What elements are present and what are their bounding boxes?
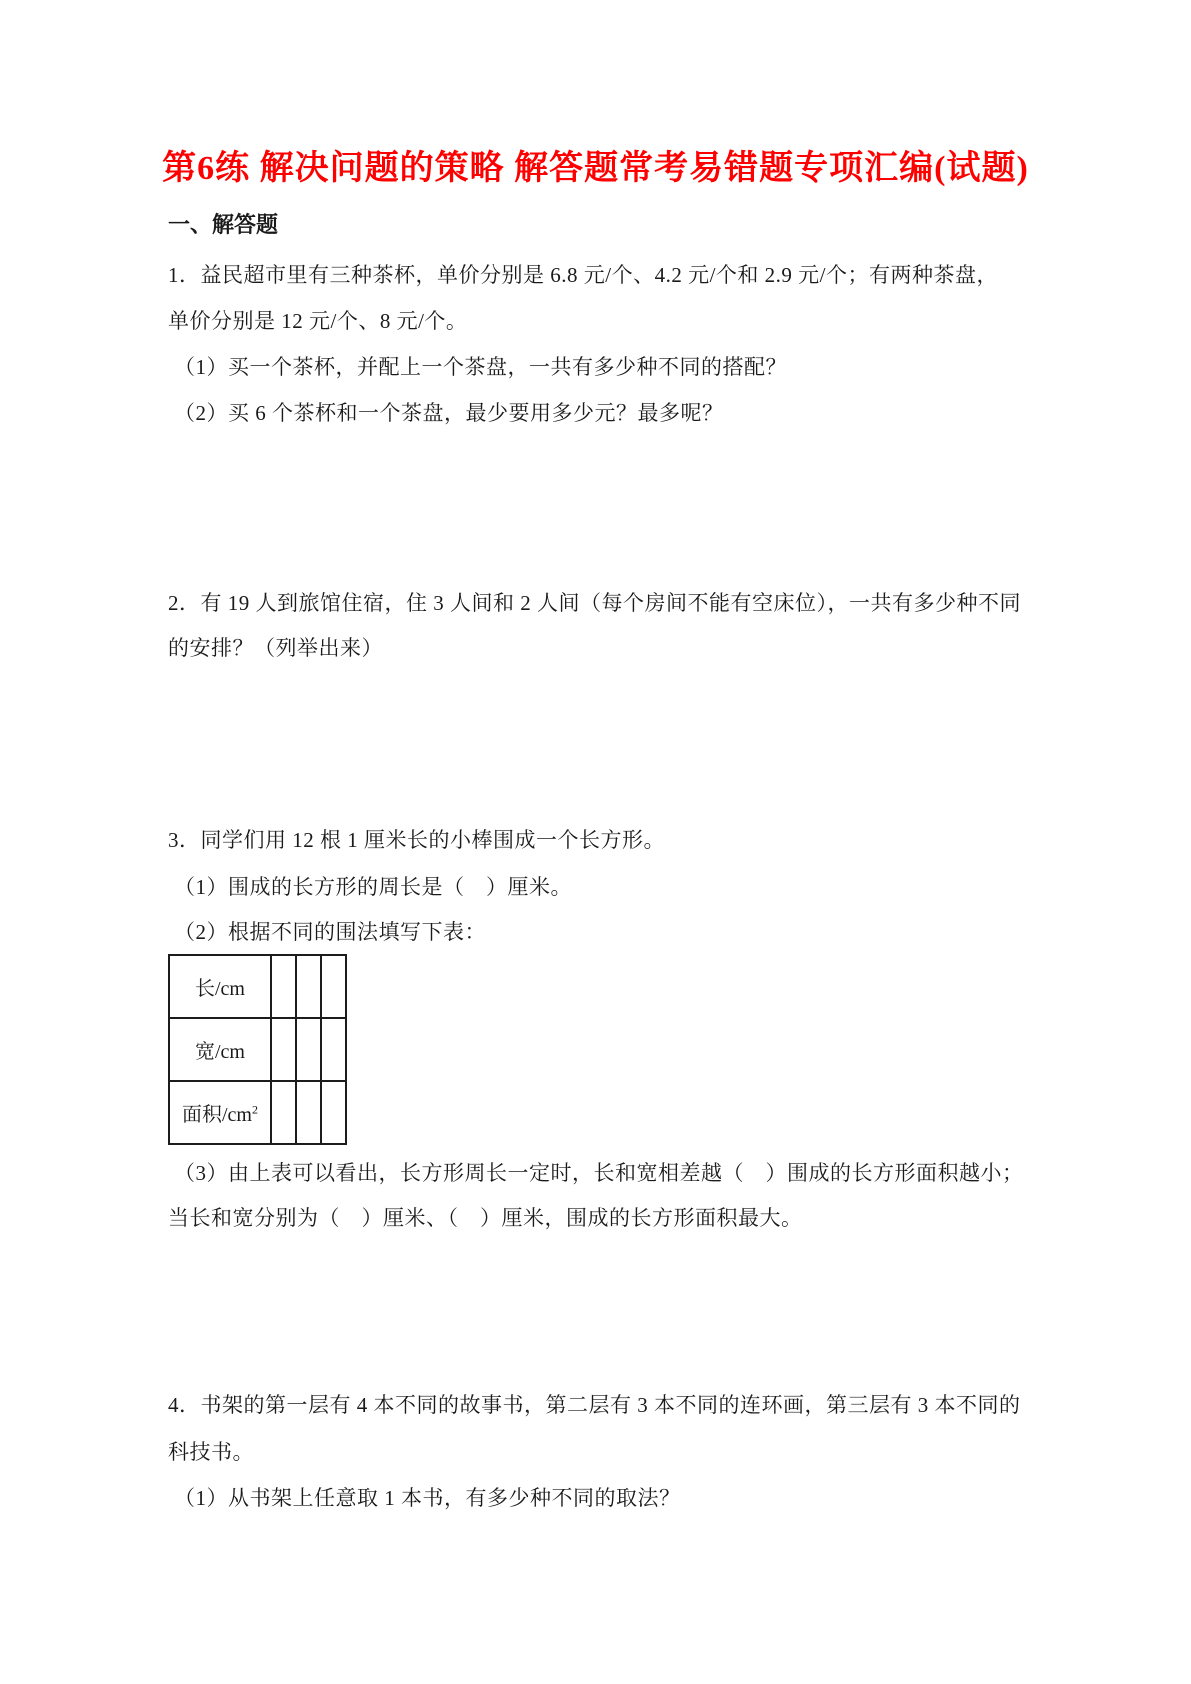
q1-line-1: 1．益民超市里有三种茶杯，单价分别是 6.8 元/个、4.2 元/个和 2.9 元/个；有两种茶盘， [168,263,999,287]
table-row-area [169,1081,346,1144]
q1-part-1: （1）买一个茶杯，并配上一个茶盘，一共有多少种不同的搭配？ [174,355,787,379]
table-cell-empty [321,955,346,1018]
q1-line-2: 单价分别是 12 元/个、8 元/个。 [168,309,468,333]
q3-fill-table [168,954,347,1145]
q3-part-1: （1）围成的长方形的周长是（ ）厘米。 [174,875,572,899]
page-title: 第6练 解决问题的策略 解答题常考易错题专项汇编(试题) [162,150,1029,187]
table-cell-empty [296,1018,321,1081]
q4-line-2: 科技书。 [168,1440,254,1464]
table-row-width [169,1018,346,1081]
table-cell-empty [271,955,296,1018]
table-cell-empty [321,1081,346,1144]
area-superscript: 2 [252,1102,258,1117]
row-label-area-text: 面积/cm [182,1104,252,1126]
q4-line-1: 4．书架的第一层有 4 本不同的故事书，第二层有 3 本不同的连环画，第三层有 3 本不同的 [168,1393,1021,1417]
row-label-width [169,1018,271,1081]
table-cell-empty [321,1018,346,1081]
q1-part-2: （2）买 6 个茶杯和一个茶盘，最少要用多少元？最多呢？ [174,401,724,425]
row-label-area [169,1081,271,1144]
q2-line-1: 2．有 19 人到旅馆住宿，住 3 人间和 2 人间（每个房间不能有空床位），一共有多少种不同 [168,591,1021,615]
table-cell-empty [296,1081,321,1144]
table-cell-empty [271,1018,296,1081]
q2-line-2: 的安排？（列举出来） [168,636,383,660]
row-label-length [169,955,271,1018]
table-cell-empty [271,1081,296,1144]
q3-part-2: （2）根据不同的围法填写下表： [174,920,486,944]
row-label-width-text: 宽/cm [195,1041,245,1063]
row-label-length-text: 长/cm [195,978,245,1000]
q4-part-1: （1）从书架上任意取 1 本书，有多少种不同的取法？ [174,1486,681,1510]
table-row-length [169,955,346,1018]
q3-line-1: 3．同学们用 12 根 1 厘米长的小棒围成一个长方形。 [168,828,665,852]
q3-part-3-line-1: （3）由上表可以看出，长方形周长一定时，长和宽相差越（ ）围成的长方形面积越小； [174,1161,1024,1185]
table-cell-empty [296,955,321,1018]
section-heading: 一、解答题 [168,212,279,237]
q3-part-3-line-2: 当长和宽分别为（ ）厘米、（ ）厘米，围成的长方形面积最大。 [168,1206,803,1230]
